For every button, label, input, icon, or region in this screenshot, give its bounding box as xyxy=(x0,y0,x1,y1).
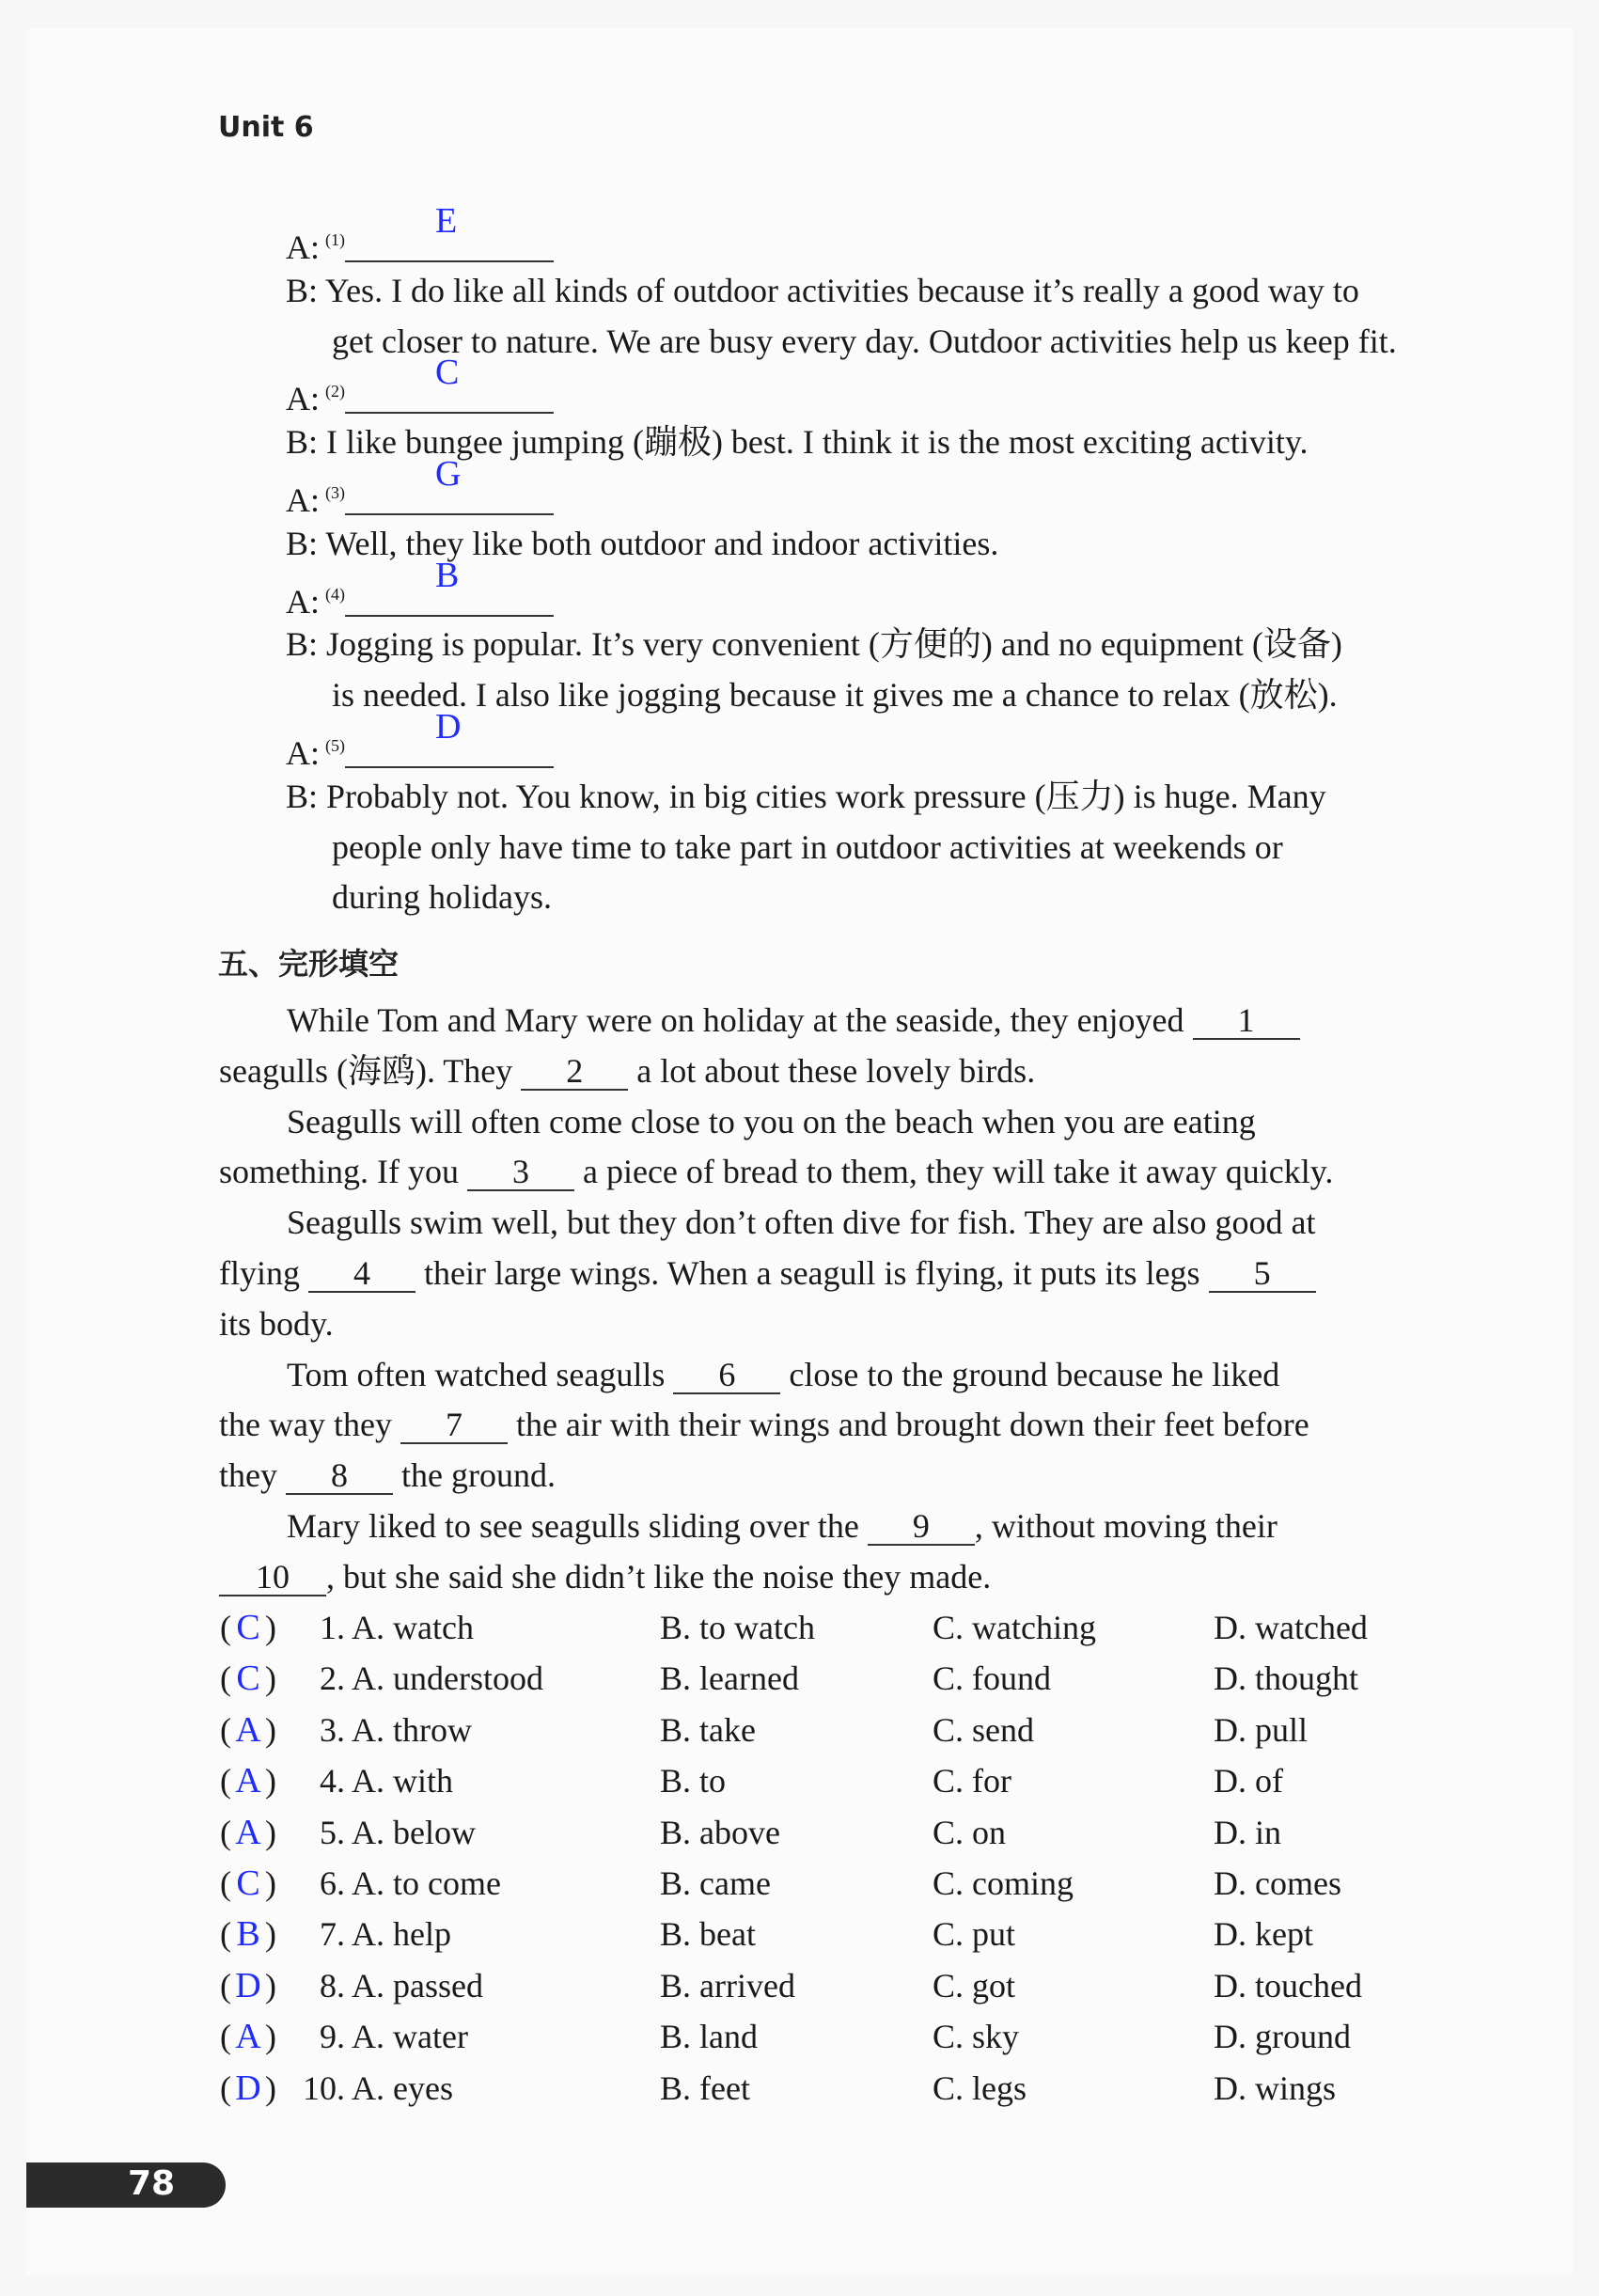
question-number: 3. xyxy=(320,1710,353,1749)
passage-text: its body. xyxy=(219,1304,334,1343)
question-number: (5) xyxy=(325,736,345,755)
option-c: C. send xyxy=(933,1710,1034,1749)
dialogue-line-b xyxy=(332,876,552,918)
cloze-blank: 5 xyxy=(1209,1255,1316,1293)
question-number: 6. xyxy=(320,1864,353,1902)
passage-text: close to the ground because he liked xyxy=(780,1355,1280,1393)
option-a-text: A. help xyxy=(352,1915,451,1954)
question-number: (2) xyxy=(325,382,345,401)
option-a-text: A. watch xyxy=(352,1609,474,1646)
cloze-blank: 7 xyxy=(400,1407,508,1444)
chosen-letter: A xyxy=(235,1812,261,1852)
chosen-letter: A xyxy=(235,2017,261,2057)
answer-choice: ( A ) xyxy=(220,1709,276,1750)
option-b: B. arrived xyxy=(660,1966,795,2005)
option-d: D. in xyxy=(1214,1813,1281,1851)
answer-blank xyxy=(345,707,554,768)
answer-choice: ( D ) xyxy=(220,1965,276,2005)
chosen-letter: B xyxy=(236,1914,260,1955)
passage-line xyxy=(219,1303,334,1345)
speaker-label: A: xyxy=(286,481,320,519)
option-b: B. take xyxy=(660,1710,756,1749)
option-a-text: A. water xyxy=(352,2018,468,2056)
answer-letter: B xyxy=(435,555,460,595)
answer-blank xyxy=(345,201,554,262)
dialogue-line-a xyxy=(286,707,554,774)
passage-line xyxy=(219,1455,556,1496)
dialogue-line-b xyxy=(286,776,1326,817)
option-c: C. for xyxy=(933,1762,1011,1801)
dialogue-line-a xyxy=(286,555,554,622)
speaker-label: B: xyxy=(286,524,319,562)
chosen-letter: D xyxy=(235,1965,261,2005)
passage-text: the way they xyxy=(219,1406,400,1444)
unit-header: Unit 6 xyxy=(218,111,314,144)
dialogue-line-b xyxy=(286,270,1359,311)
option-c: C. coming xyxy=(933,1864,1074,1902)
dialogue-line-b xyxy=(332,674,1338,716)
dialogue-line-a xyxy=(286,454,554,521)
question-number: 7. xyxy=(320,1915,353,1954)
chosen-letter: C xyxy=(236,1864,260,1903)
answer-letter: D xyxy=(435,707,462,747)
option-a-text: A. below xyxy=(352,1813,476,1851)
passage-text: a piece of bread to them, they will take it away quickly. xyxy=(573,1153,1334,1191)
option-a-text: A. with xyxy=(352,1762,454,1801)
dialogue-line-b xyxy=(332,321,1397,362)
passage-line xyxy=(287,1505,1278,1547)
passage-line xyxy=(219,1556,991,1597)
passage-text: , without moving their xyxy=(974,1507,1278,1545)
option-d: D. watched xyxy=(1214,1609,1368,1646)
passage-line xyxy=(219,1252,1316,1294)
passage-text: they xyxy=(219,1456,286,1495)
option-b: B. to watch xyxy=(660,1609,815,1646)
question-number: 10. xyxy=(303,2068,353,2107)
option-c: C. sky xyxy=(933,2018,1020,2056)
cloze-blank: 10 xyxy=(219,1559,326,1596)
question-number: 4. xyxy=(320,1762,353,1801)
option-d: D. wings xyxy=(1214,2068,1337,2107)
cloze-blank: 6 xyxy=(673,1357,780,1394)
page-number-pill xyxy=(26,2162,226,2208)
answer-choice: ( B ) xyxy=(220,1914,276,1955)
answer-choice: ( C ) xyxy=(220,1659,276,1699)
option-a xyxy=(320,2016,468,2057)
dialogue-text: is needed. I also like jogging because it gives me a chance to relax (放松). xyxy=(332,676,1338,715)
option-a xyxy=(320,1709,472,1751)
option-b: B. above xyxy=(660,1813,780,1851)
speaker-label: B: xyxy=(286,271,319,309)
question-number: 8. xyxy=(320,1966,353,2005)
answer-blank xyxy=(345,555,554,617)
cloze-blank: 1 xyxy=(1193,1002,1300,1040)
speaker-label: B: xyxy=(286,423,319,462)
option-c: C. watching xyxy=(933,1609,1096,1646)
answer-blank xyxy=(345,454,554,515)
option-b: B. to xyxy=(660,1762,727,1801)
option-a-text: A. throw xyxy=(352,1710,473,1749)
dialogue-line-b xyxy=(332,826,1283,868)
question-number: 2. xyxy=(320,1659,353,1698)
dialogue-text: Yes. I do like all kinds of outdoor activities because it’s really a good way to xyxy=(324,271,1359,309)
option-c: C. on xyxy=(933,1813,1007,1851)
passage-line xyxy=(219,1151,1333,1192)
speaker-label: B: xyxy=(286,625,319,664)
passage-text: something. If you xyxy=(219,1153,467,1191)
speaker-label: B: xyxy=(286,777,319,815)
dialogue-line-a xyxy=(286,201,554,268)
option-a xyxy=(303,2068,453,2109)
dialogue-text: I like bungee jumping (蹦极) best. I think it is the most exciting activity. xyxy=(326,423,1309,462)
answer-choice: ( A ) xyxy=(220,2017,276,2057)
option-d: D. thought xyxy=(1214,1659,1359,1698)
dialogue-line-a xyxy=(286,353,554,419)
cloze-blank: 9 xyxy=(868,1508,975,1546)
option-a xyxy=(320,1863,501,1904)
passage-line xyxy=(219,1404,1309,1445)
passage-text: Tom often watched seagulls xyxy=(287,1355,674,1393)
option-a xyxy=(320,1965,483,2006)
passage-text: flying xyxy=(219,1254,308,1292)
option-a xyxy=(320,1658,543,1699)
answer-blank xyxy=(345,353,554,414)
option-d: D. touched xyxy=(1214,1966,1362,2005)
option-a-text: A. understood xyxy=(352,1659,543,1698)
option-d: D. ground xyxy=(1214,2018,1351,2056)
answer-letter: C xyxy=(435,353,460,393)
option-b: B. came xyxy=(660,1864,771,1902)
cloze-blank: 4 xyxy=(308,1255,415,1293)
passage-text: their large wings. When a seagull is flying, it puts its legs xyxy=(415,1254,1209,1292)
passage-text: seagulls (海鸥). They xyxy=(219,1051,522,1090)
section-title: 五、完形填空 xyxy=(218,946,400,982)
option-d: D. pull xyxy=(1214,1710,1309,1749)
option-b: B. land xyxy=(660,2018,758,2056)
dialogue-text: Probably not. You know, in big cities work pressure (压力) is huge. Many xyxy=(326,777,1326,815)
question-number: 1. xyxy=(320,1609,353,1646)
dialogue-text: Jogging is popular. It’s very convenient (方便的) and no equipment (设备) xyxy=(326,625,1342,664)
cloze-blank: 3 xyxy=(467,1154,574,1191)
option-c: C. got xyxy=(933,1966,1016,2005)
speaker-label: A: xyxy=(286,228,320,266)
option-c: C. put xyxy=(933,1915,1016,1954)
option-a xyxy=(320,1812,476,1853)
passage-text: , but she said she didn’t like the noise they made. xyxy=(326,1557,992,1596)
passage-text: Seagulls will often come close to you on the beach when you are eating xyxy=(287,1102,1256,1140)
option-b: B. learned xyxy=(660,1659,799,1698)
chosen-letter: C xyxy=(236,1659,260,1699)
question-number: 9. xyxy=(320,2018,353,2056)
answer-choice: ( A ) xyxy=(220,1761,276,1801)
question-number: (1) xyxy=(325,230,345,249)
passage-text: the air with their wings and brought down their feet before xyxy=(507,1406,1309,1444)
speaker-label: A: xyxy=(286,582,320,621)
answer-letter: G xyxy=(435,454,462,494)
option-b: B. beat xyxy=(660,1915,756,1954)
option-d: D. kept xyxy=(1214,1915,1313,1954)
cloze-blank: 8 xyxy=(286,1457,393,1495)
chosen-letter: A xyxy=(235,1761,261,1801)
question-number: 5. xyxy=(320,1813,353,1851)
answer-letter: E xyxy=(435,201,458,241)
question-number: (4) xyxy=(325,584,345,604)
option-a xyxy=(320,1760,453,1801)
option-a xyxy=(320,1913,451,1955)
passage-text: While Tom and Mary were on holiday at the seaside, they enjoyed xyxy=(287,1001,1193,1039)
page-number: 78 xyxy=(128,2164,176,2203)
option-a-text: A. passed xyxy=(352,1966,483,2005)
cloze-blank: 2 xyxy=(521,1053,628,1091)
answer-choice: ( C ) xyxy=(220,1864,276,1903)
option-b: B. feet xyxy=(660,2068,750,2107)
answer-choice: ( C ) xyxy=(220,1608,276,1647)
passage-line xyxy=(287,1101,1256,1142)
passage-text: a lot about these lovely birds. xyxy=(628,1051,1036,1090)
passage-text: Seagulls swim well, but they don’t often dive for fish. They are also good at xyxy=(287,1203,1316,1242)
passage-text: Mary liked to see seagulls sliding over the xyxy=(287,1507,868,1545)
passage-line xyxy=(287,999,1300,1041)
dialogue-text: people only have time to take part in outdoor activities at weekends or xyxy=(332,827,1283,866)
passage-line xyxy=(287,1202,1315,1243)
speaker-label: A: xyxy=(286,380,320,418)
option-d: D. of xyxy=(1214,1762,1283,1801)
chosen-letter: A xyxy=(235,1709,261,1750)
answer-choice: ( D ) xyxy=(220,2068,276,2108)
passage-text: the ground. xyxy=(392,1456,556,1495)
passage-line xyxy=(219,1050,1035,1092)
option-a-text: A. eyes xyxy=(352,2068,453,2107)
chosen-letter: D xyxy=(235,2068,261,2108)
passage-line xyxy=(287,1354,1279,1395)
answer-choice: ( A ) xyxy=(220,1812,276,1852)
chosen-letter: C xyxy=(236,1608,260,1647)
dialogue-line-b xyxy=(286,523,998,564)
option-c: C. found xyxy=(933,1659,1051,1698)
option-d: D. comes xyxy=(1214,1864,1341,1902)
option-a-text: A. to come xyxy=(352,1864,501,1902)
dialogue-text: during holidays. xyxy=(332,878,552,917)
question-number: (3) xyxy=(325,483,345,502)
speaker-label: A: xyxy=(286,734,320,772)
option-c: C. legs xyxy=(933,2068,1027,2107)
dialogue-text: Well, they like both outdoor and indoor activities. xyxy=(325,524,999,562)
option-a xyxy=(320,1607,474,1648)
dialogue-line-b xyxy=(286,623,1342,665)
dialogue-text: get closer to nature. We are busy every day. Outdoor activities help us keep fit. xyxy=(332,322,1397,360)
